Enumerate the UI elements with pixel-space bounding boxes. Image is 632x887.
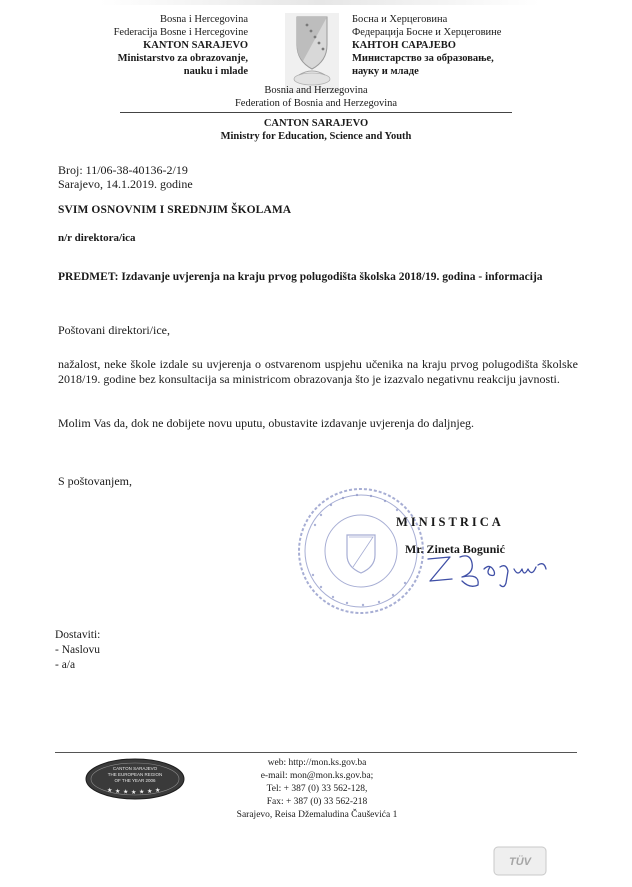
body-paragraph: nažalost, neke škole izdale su uvjerenja o ostvarenom uspjehu učenika na kraju prvog polugodišta školske 2018/19. godine bez konsultacija sa ministricom obrazovanja što je izazvalo negativnu reakciju javnosti.	[58, 357, 578, 386]
badge-text: THE EUROPEAN REGION	[107, 772, 163, 777]
svg-text:★: ★	[107, 787, 113, 794]
scan-smudge	[100, 0, 540, 5]
footer-email: e-mail: mon@mon.ks.gov.ba;	[260, 771, 374, 781]
tuv-certification-icon	[492, 845, 548, 877]
reference-date: Sarajevo, 14.1.2019. godine	[58, 177, 193, 191]
header-english-bold	[120, 117, 512, 143]
header-cyrillic-line: Министарство за образовање,	[352, 53, 494, 64]
distribution-list	[55, 628, 100, 673]
signatory-title: MINISTRICA	[396, 515, 504, 529]
svg-text:★: ★	[123, 788, 129, 796]
header-cyrillic-line: Федерација Босне и Херцеговине	[352, 27, 502, 38]
header-latin	[40, 13, 248, 78]
recipient: SVIM OSNOVNIM I SREDNJIM ŠKOLAMA	[58, 204, 292, 216]
handwritten-signature-icon	[420, 545, 560, 590]
subject-line: PREDMET: Izdavanje uvjerenja na kraju prvog polugodišta školska 2018/19. godina - informacija	[58, 271, 543, 283]
header-english-line: Ministry for Education, Science and Youth	[220, 131, 412, 142]
header-latin-line: KANTON SARAJEVO	[143, 40, 248, 51]
header-english	[120, 84, 512, 110]
signatory-name: Mr. Zineta Bogunić	[405, 542, 505, 556]
distribution-item: - a/a	[55, 659, 76, 671]
svg-text:★: ★	[139, 788, 145, 796]
svg-text:★: ★	[155, 787, 161, 794]
tuv-mark-text: TÜV	[509, 856, 531, 868]
svg-text:★: ★	[131, 789, 137, 796]
header-english-line: CANTON SARAJEVO	[263, 118, 369, 129]
header-cyrillic	[352, 13, 592, 78]
header-latin-line: Federacija Bosne i Hercegovine	[113, 27, 248, 38]
footer-web: web: http://mon.ks.gov.ba	[267, 758, 367, 768]
header-latin-line: nauku i mlade	[183, 66, 248, 77]
badge-text: OF THE YEAR 2006	[114, 778, 156, 783]
footer-fax: Fax: + 387 (0) 33 562-218	[266, 797, 368, 807]
distribution-item: - Naslovu	[55, 644, 101, 656]
header-latin-line: Bosna i Hercegovina	[159, 14, 248, 25]
closing: S poštovanjem,	[58, 474, 132, 488]
header-divider	[120, 112, 512, 113]
header-cyrillic-line: Босна и Херцеговина	[352, 14, 448, 25]
greeting: Poštovani direktori/ice,	[58, 323, 170, 337]
header-cyrillic-line: КАНТОН САРАЈЕВО	[352, 40, 456, 51]
header-english-line: Federation of Bosnia and Herzegovina	[234, 98, 398, 109]
reference-number: Broj: 11/06-38-40136-2/19	[58, 163, 188, 177]
coat-of-arms-icon	[283, 11, 341, 95]
svg-text:★: ★	[115, 788, 121, 795]
footer-contact	[232, 757, 402, 822]
european-region-badge-icon	[85, 758, 185, 800]
header-cyrillic-line: науку и младе	[352, 66, 419, 77]
footer-tel: Tel: + 387 (0) 33 562-128,	[266, 784, 368, 794]
distribution-label: Dostaviti:	[55, 629, 101, 641]
footer-address: Sarajevo, Reisa Džemaludina Čauševića 1	[236, 810, 398, 820]
attention-line: n/r direktora/ica	[58, 232, 136, 244]
badge-text: CANTON SARAJEVO	[112, 766, 158, 771]
svg-text:★: ★	[147, 788, 153, 795]
reference-block	[58, 163, 193, 191]
header-latin-line: Ministarstvo za obrazovanje,	[117, 53, 248, 64]
body-paragraph: Molim Vas da, dok ne dobijete novu uputu, obustavite izdavanje uvjerenja do daljnjeg.	[58, 416, 475, 430]
header-english-line: Bosnia and Herzegovina	[264, 85, 368, 96]
footer-divider	[55, 752, 577, 753]
